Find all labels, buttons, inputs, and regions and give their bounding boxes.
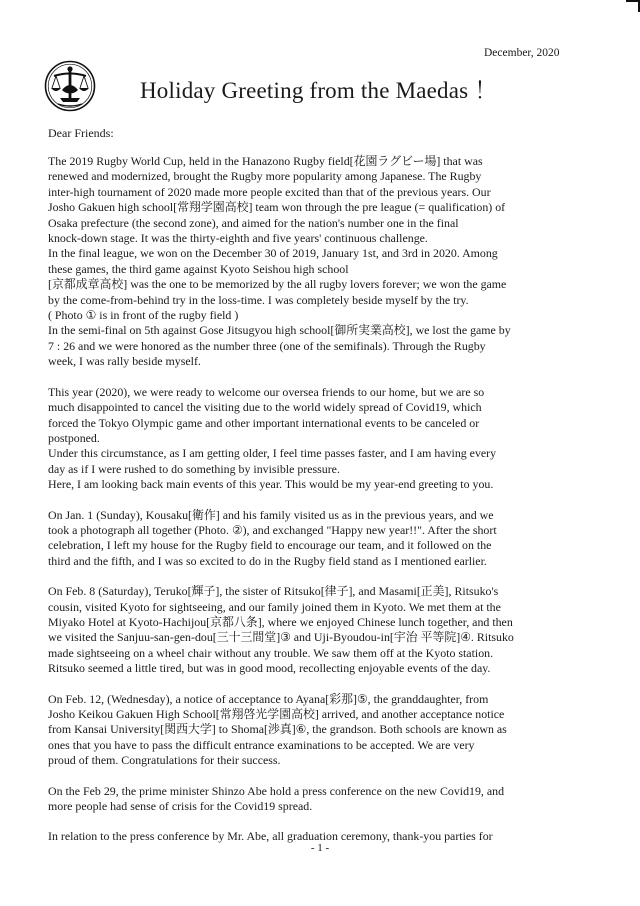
- paragraph-circumstance: [48, 446, 584, 477]
- text-line: proud of them. Congratulations for their success.: [48, 753, 281, 768]
- text-line: In the semi-final on 5th against Gose Jitsugyou high school[御所実業高校], we lost the game by: [48, 323, 511, 338]
- text-line: more people had sense of crisis for the Covid19 spread.: [48, 799, 313, 814]
- text-line: by the come-from-behind try in the loss-time. I was completely beside myself by the try.: [48, 292, 469, 307]
- paragraph-feb-8: [48, 584, 584, 676]
- text-line: from Kansai University[関西大学] to Shoma[渉真]⑥, the grandson. Both schools are known as: [48, 722, 507, 737]
- text-line: On Jan. 1 (Sunday), Kousaku[衛作] and his family visited us as in the previous years, and we: [48, 507, 494, 522]
- paragraph-final-league: [48, 246, 584, 323]
- text-line: Ritsuko seemed a little tired, but was in good mood, recollecting enjoyable events of the day.: [48, 661, 491, 676]
- text-line: [京都成章高校] was the one to be memorized by the all rugby lovers forever; we won the game: [48, 277, 507, 292]
- text-line: ( Photo ① is in front of the rugby field ): [48, 308, 239, 323]
- letter-date: December, 2020: [484, 47, 560, 59]
- text-line: day as if I were rushed to do something by invisible pressure.: [48, 461, 340, 476]
- text-line: took a photograph all together (Photo. ②), and exchanged "Happy new year!!". After the short: [48, 522, 497, 537]
- paragraph-semi-final: [48, 323, 584, 369]
- page-number: - 1 -: [310, 842, 330, 854]
- text-line: On the Feb 29, the prime minister Shinzo Abe hold a press conference on the new Covid19, and: [48, 783, 505, 798]
- text-line: Josho Gakuen high school[常翔学園高校] team won through the pre league (= qualification) of: [48, 200, 506, 215]
- text-line: knock-down stage. It was the thirty-eighth and five years' continuous challenge.: [48, 231, 428, 246]
- text-line: celebration, I left my house for the Rugby field to encourage our team, and it followed on the: [48, 538, 492, 553]
- paragraph-jan-1: [48, 508, 584, 570]
- text-line: On Feb. 12, (Wednesday), a notice of acceptance to Ayana[彩那]⑤, the granddaughter, from: [48, 691, 489, 706]
- text-line: Osaka prefecture (the second zone), and aimed for the nation's number one in the final: [48, 215, 459, 230]
- letter-body: [48, 154, 584, 845]
- text-line: inter-high tournament of 2020 made more people excited than that of the previous years. Our: [48, 184, 491, 199]
- text-line: we visited the Sanjuu-san-gen-dou[三十三間堂]③ and Uji-Byoudou-in[宇治 平等院]④. Ritsuko: [48, 630, 514, 645]
- page-title: Holiday Greeting from the Maedas ！: [140, 78, 498, 103]
- paragraph-rugby-world-cup: [48, 154, 584, 246]
- text-line: third and the fifth, and I was so excited to do in the Rugby field stand as I mentioned earlier.: [48, 553, 487, 568]
- paragraph-looking-back: [48, 477, 584, 492]
- text-line: Under this circumstance, as I am getting older, I feel time passes faster, and I am having every: [48, 446, 497, 461]
- text-line: Miyako Hotel at Kyoto-Hachijou[京都八条], where we enjoyed Chinese lunch together, and then: [48, 614, 513, 629]
- paragraph-feb-29: [48, 784, 584, 815]
- text-line: much disappointed to cancel the visiting due to the world widely spread of Covid19, which: [48, 400, 482, 415]
- text-line: 7 : 26 and we were honored as the number three (one of the semifinals). Through the Rugby: [48, 338, 486, 353]
- text-line: renewed and modernized, brought the Rugby more popularity among Japanese. The Rugby: [48, 169, 482, 184]
- text-line: In relation to the press conference by Mr. Abe, all graduation ceremony, thank-you parties for: [48, 829, 493, 844]
- text-line: Josho Keikou Gakuen High School[常翔啓光学園高校] arrived, and another acceptance notice: [48, 707, 505, 721]
- corner-crop-mark: [626, 0, 640, 12]
- text-line: cousin, visited Kyoto for sightseeing, and our family joined them in Kyoto. We met them at the: [48, 599, 501, 614]
- text-line: In the final league, we won on the December 30 of 2019, January 1st, and 3rd in 2020. Among: [48, 246, 498, 261]
- text-line: week, I was rally beside myself.: [48, 354, 201, 369]
- text-line: forced the Tokyo Olympic game and other important international events to be canceled or: [48, 415, 480, 430]
- text-line: Here, I am looking back main events of this year. This would be my year-end greeting to you.: [48, 477, 494, 492]
- text-line: postponed.: [48, 430, 100, 445]
- salutation: Dear Friends:: [48, 126, 114, 140]
- text-line: made sightseeing on a wheel chair without any trouble. We saw them off at the Kyoto station.: [48, 645, 494, 660]
- text-line: This year (2020), we were ready to welcome our oversea friends to our home, but we are so: [48, 384, 485, 399]
- text-line: On Feb. 8 (Saturday), Teruko[輝子], the sister of Ritsuko[律子], and Masami[正美], Ritsuko's: [48, 584, 499, 599]
- text-line: The 2019 Rugby World Cup, held in the Hanazono Rugby field[花園ラグビー場] that was: [48, 154, 483, 168]
- paragraph-feb-12: [48, 692, 584, 769]
- paragraph-covid-visit: [48, 385, 584, 447]
- text-line: these games, the third game against Kyoto Seishou high school: [48, 261, 349, 276]
- text-line: ones that you have to pass the difficult entrance examinations to be accepted. We are very: [48, 737, 475, 752]
- family-crest-scales-icon: [44, 60, 96, 112]
